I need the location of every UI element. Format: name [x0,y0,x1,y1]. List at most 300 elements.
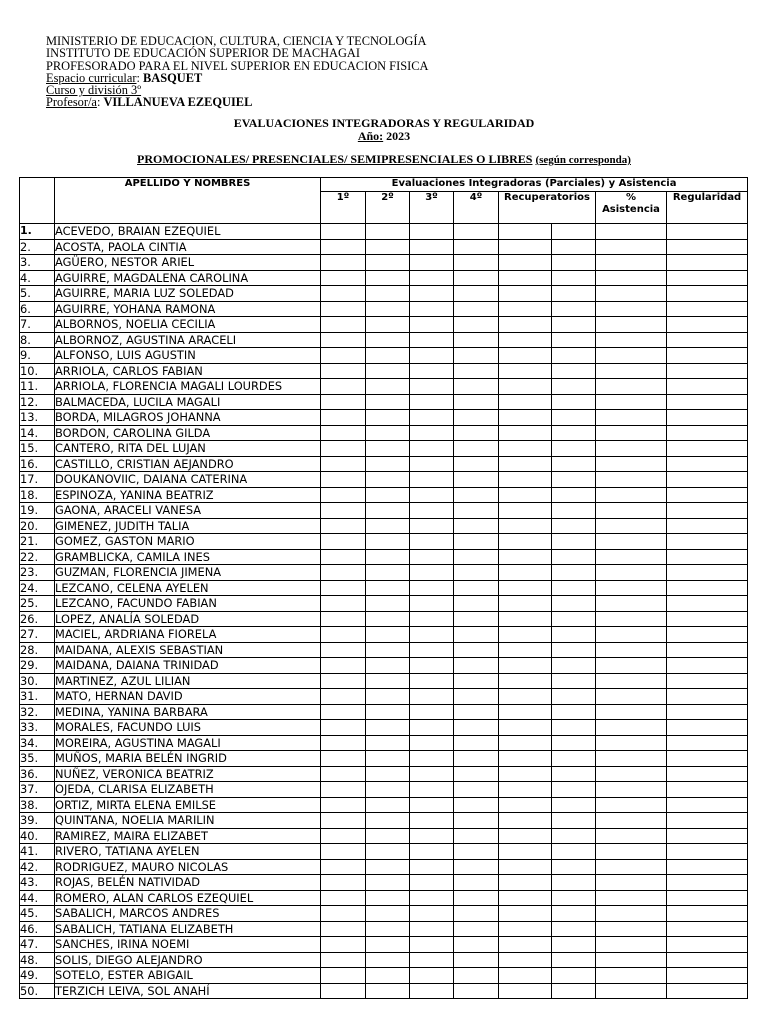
recuperatorio-1-cell [499,720,552,736]
row-number: 45. [20,906,55,922]
regularidad-cell [667,937,748,953]
grade-2-cell [366,534,410,550]
grade-2-cell [366,673,410,689]
table-row [20,363,748,379]
recuperatorio-2-cell [552,952,596,968]
grade-2-cell [366,766,410,782]
recuperatorio-1-cell [499,332,552,348]
row-number: 35. [20,751,55,767]
recuperatorio-1-cell [499,844,552,860]
grade-3-cell [410,968,454,984]
row-number: 31. [20,689,55,705]
espacio-curricular-line: Espacio curricular: BASQUET [46,70,203,85]
recuperatorio-2-cell [552,813,596,829]
regularidad-cell [667,890,748,906]
grade-3-cell [410,611,454,627]
table-row [20,766,748,782]
regularidad-cell [667,394,748,410]
asistencia-cell [596,921,667,937]
grade-4-cell [454,611,499,627]
grade-2-cell [366,286,410,302]
asistencia-cell [596,720,667,736]
grade-1-cell [321,983,366,999]
student-name: AGUIRRE, MARIA LUZ SOLEDAD [55,286,321,302]
table-row [20,487,748,503]
grade-2-cell [366,441,410,457]
student-name: LEZCANO, FACUNDO FABIAN [55,596,321,612]
student-name: ARRIOLA, CARLOS FABIAN [55,363,321,379]
grade-2-cell [366,224,410,240]
asistencia-cell [596,952,667,968]
grade-1-cell [321,658,366,674]
table-row [20,394,748,410]
asistencia-pct: % [625,192,637,203]
table-row [20,580,748,596]
grade-4-cell [454,937,499,953]
regularidad-cell [667,906,748,922]
regularidad-cell [667,704,748,720]
recuperatorio-1-cell [499,239,552,255]
grade-3-cell [410,317,454,333]
grade-1-cell [321,952,366,968]
recuperatorio-2-cell [552,410,596,426]
regularidad-cell [667,472,748,488]
asistencia-cell [596,580,667,596]
recuperatorio-2-cell [552,565,596,581]
grade-3-cell [410,921,454,937]
recuperatorio-1-cell [499,751,552,767]
recuperatorio-1-cell [499,921,552,937]
asistencia-cell [596,704,667,720]
grade-1-cell [321,890,366,906]
grade-2-cell [366,704,410,720]
recuperatorio-1-cell [499,766,552,782]
recuperatorio-2-cell [552,518,596,534]
row-number: 10. [20,363,55,379]
recuperatorio-2-cell [552,937,596,953]
grade-3-cell [410,704,454,720]
table-row [20,348,748,364]
asistencia-cell [596,627,667,643]
student-name: MARTINEZ, AZUL LILIAN [55,673,321,689]
grade-2-cell [366,952,410,968]
student-name: MAIDANA, DAIANA TRINIDAD [55,658,321,674]
recuperatorio-1-cell [499,301,552,317]
recuperatorio-2-cell [552,286,596,302]
grade-3-cell [410,596,454,612]
student-name: GRAMBLICKA, CAMILA INES [55,549,321,565]
regularidad-cell [667,596,748,612]
student-name: MATO, HERNAN DAVID [55,689,321,705]
recuperatorio-1-cell [499,363,552,379]
table-row [20,425,748,441]
espacio-value: BASQUET [143,70,203,85]
grade-4-cell [454,844,499,860]
grade-4-cell [454,503,499,519]
recuperatorio-1-cell [499,503,552,519]
grade-2-cell [366,828,410,844]
grade-1-cell [321,348,366,364]
row-number: 26. [20,611,55,627]
student-name: CANTERO, RITA DEL LUJAN [55,441,321,457]
grade-4-cell [454,580,499,596]
grade-4-cell [454,704,499,720]
recuperatorio-2-cell [552,472,596,488]
row-number: 18. [20,487,55,503]
asistencia-cell [596,983,667,999]
grade-4-cell [454,828,499,844]
student-name: BORDON, CAROLINA GILDA [55,425,321,441]
table-row [20,596,748,612]
student-name: AGÜERO, NESTOR ARIEL [55,255,321,271]
row-number: 47. [20,937,55,953]
regularidad-cell [667,797,748,813]
recuperatorio-1-cell [499,937,552,953]
partial-1-header: 1º [321,192,366,224]
grade-3-cell [410,363,454,379]
recuperatorio-1-cell [499,410,552,426]
row-number: 25. [20,596,55,612]
table-row [20,549,748,565]
asistencia-cell [596,828,667,844]
asistencia-cell [596,270,667,286]
grade-2-cell [366,642,410,658]
asistencia-cell [596,224,667,240]
asistencia-cell [596,425,667,441]
table-row [20,689,748,705]
grade-1-cell [321,906,366,922]
grade-4-cell [454,642,499,658]
recuperatorio-2-cell [552,596,596,612]
student-name: DOUKANOVIIC, DAIANA CATERINA [55,472,321,488]
program-line: PROFESORADO PARA EL NIVEL SUPERIOR EN EDUCACION FISICA [46,58,429,73]
grade-1-cell [321,394,366,410]
table-row [20,658,748,674]
grade-1-cell [321,503,366,519]
asistencia-cell [596,255,667,271]
regularidad-cell [667,968,748,984]
grade-4-cell [454,983,499,999]
row-number: 28. [20,642,55,658]
regularidad-cell [667,720,748,736]
recuperatorio-2-cell [552,642,596,658]
row-number: 30. [20,673,55,689]
recuperatorio-2-cell [552,580,596,596]
asistencia-cell [596,394,667,410]
grade-4-cell [454,518,499,534]
asistencia-cell [596,565,667,581]
student-name: SOTELO, ESTER ABIGAIL [55,968,321,984]
student-name: MAIDANA, ALEXIS SEBASTIAN [55,642,321,658]
asistencia-cell [596,813,667,829]
recuperatorio-1-cell [499,968,552,984]
grade-1-cell [321,735,366,751]
main-title-text: EVALUACIONES INTEGRADORAS Y REGULARIDAD [233,116,535,130]
asistencia-cell [596,735,667,751]
grade-1-cell [321,534,366,550]
recuperatorio-1-cell [499,782,552,798]
grade-1-cell [321,363,366,379]
grade-2-cell [366,363,410,379]
grade-2-cell [366,239,410,255]
evaluations-group-header: Evaluaciones Integradoras (Parciales) y Asistencia [321,178,748,192]
asistencia-cell [596,332,667,348]
recuperatorio-2-cell [552,549,596,565]
row-number: 48. [20,952,55,968]
grade-2-cell [366,782,410,798]
recuperatorio-2-cell [552,255,596,271]
regularidad-cell [667,580,748,596]
table-row [20,859,748,875]
recuperatorio-1-cell [499,286,552,302]
grade-3-cell [410,255,454,271]
grade-3-cell [410,983,454,999]
recuperatorio-2-cell [552,735,596,751]
recuperatorio-1-cell [499,472,552,488]
student-name: AGUIRRE, MAGDALENA CAROLINA [55,270,321,286]
regularidad-cell [667,410,748,426]
recuperatorio-2-cell [552,456,596,472]
table-row [20,952,748,968]
grade-2-cell [366,348,410,364]
asistencia-cell [596,410,667,426]
grade-2-cell [366,859,410,875]
grade-3-cell [410,301,454,317]
document-header [46,35,428,109]
grade-1-cell [321,549,366,565]
grade-3-cell [410,348,454,364]
row-number: 12. [20,394,55,410]
row-number: 43. [20,875,55,891]
row-number: 49. [20,968,55,984]
student-name: MACIEL, ARDRIANA FIORELA [55,627,321,643]
row-number: 40. [20,828,55,844]
grade-1-cell [321,828,366,844]
recuperatorio-2-cell [552,534,596,550]
regularidad-cell [667,270,748,286]
table-row [20,332,748,348]
table-row [20,797,748,813]
row-number: 15. [20,441,55,457]
grade-2-cell [366,410,410,426]
grade-3-cell [410,441,454,457]
grade-1-cell [321,611,366,627]
table-row [20,828,748,844]
recuperatorio-1-cell [499,596,552,612]
table-row [20,735,748,751]
grade-3-cell [410,797,454,813]
grade-4-cell [454,735,499,751]
recuperatorio-1-cell [499,673,552,689]
asistencia-cell [596,348,667,364]
grade-4-cell [454,782,499,798]
student-name: OJEDA, CLARISA ELIZABETH [55,782,321,798]
recuperatorio-2-cell [552,332,596,348]
grade-3-cell [410,689,454,705]
student-name: ESPINOZA, YANINA BEATRIZ [55,487,321,503]
table-row [20,270,748,286]
recuperatorio-1-cell [499,890,552,906]
table-row [20,534,748,550]
recuperatorio-1-cell [499,983,552,999]
asistencia-cell [596,751,667,767]
recuperatorio-2-cell [552,689,596,705]
student-name: MORALES, FACUNDO LUIS [55,720,321,736]
table-row [20,813,748,829]
grade-2-cell [366,983,410,999]
table-row [20,410,748,426]
grade-2-cell [366,937,410,953]
grade-4-cell [454,270,499,286]
asistencia-cell [596,673,667,689]
student-name: GIMENEZ, JUDITH TALIA [55,518,321,534]
table-row [20,751,748,767]
regularidad-cell [667,642,748,658]
asistencia-cell [596,766,667,782]
grade-1-cell [321,425,366,441]
grade-3-cell [410,425,454,441]
regularidad-cell [667,983,748,999]
grade-4-cell [454,921,499,937]
grade-4-cell [454,332,499,348]
grade-3-cell [410,487,454,503]
year-value: 2023 [386,129,411,143]
asistencia-cell [596,379,667,395]
regularidad-cell [667,224,748,240]
student-name: TERZICH LEIVA, SOL ANAHÍ [55,983,321,999]
grade-2-cell [366,255,410,271]
table-row [20,286,748,302]
row-number: 33. [20,720,55,736]
recuperatorio-1-cell [499,797,552,813]
recuperatorio-1-cell [499,317,552,333]
grade-4-cell [454,766,499,782]
names-header: APELLIDO Y NOMBRES [55,178,321,224]
regularidad-cell [667,487,748,503]
profesor-label: Profesor/a [46,95,97,110]
asistencia-cell [596,642,667,658]
curso-label: Curso y división 3º [46,83,142,98]
grade-3-cell [410,518,454,534]
row-number: 46. [20,921,55,937]
row-number: 11. [20,379,55,395]
grade-3-cell [410,937,454,953]
grade-2-cell [366,425,410,441]
row-number: 42. [20,859,55,875]
recuperatorio-2-cell [552,828,596,844]
table-row [20,301,748,317]
grade-2-cell [366,906,410,922]
recuperatorio-2-cell [552,239,596,255]
recuperatorio-1-cell [499,689,552,705]
grade-4-cell [454,968,499,984]
grade-1-cell [321,720,366,736]
table-row [20,441,748,457]
recuperatorio-2-cell [552,627,596,643]
grade-4-cell [454,658,499,674]
asistencia-cell [596,472,667,488]
student-name: NUÑEZ, VERONICA BEATRIZ [55,766,321,782]
row-number: 36. [20,766,55,782]
recuperatorio-2-cell [552,394,596,410]
row-number: 17. [20,472,55,488]
student-name: ROJAS, BELÉN NATIVIDAD [55,875,321,891]
asistencia-cell [596,875,667,891]
recuperatorio-1-cell [499,658,552,674]
grade-2-cell [366,797,410,813]
row-number: 38. [20,797,55,813]
recuperatorio-1-cell [499,549,552,565]
table-row [20,983,748,999]
table-row [20,968,748,984]
row-number: 7. [20,317,55,333]
grade-1-cell [321,472,366,488]
asistencia-cell [596,596,667,612]
recuperatorio-1-cell [499,534,552,550]
row-number: 23. [20,565,55,581]
asistencia-header [596,192,667,224]
grade-3-cell [410,658,454,674]
recuperatorio-1-cell [499,611,552,627]
grade-1-cell [321,379,366,395]
grade-4-cell [454,859,499,875]
grade-3-cell [410,844,454,860]
grade-1-cell [321,596,366,612]
regularidad-cell [667,441,748,457]
student-name: GUZMAN, FLORENCIA JIMENA [55,565,321,581]
regularidad-header: Regularidad [667,192,748,224]
recuperatorio-1-cell [499,456,552,472]
partial-4-header: 4º [454,192,499,224]
asistencia-cell [596,317,667,333]
grade-1-cell [321,317,366,333]
table-row [20,704,748,720]
grade-1-cell [321,968,366,984]
grade-2-cell [366,627,410,643]
recuperatorio-1-cell [499,828,552,844]
regularidad-cell [667,844,748,860]
regularidad-cell [667,735,748,751]
grade-4-cell [454,425,499,441]
recuperatorio-1-cell [499,441,552,457]
grade-4-cell [454,596,499,612]
grade-3-cell [410,224,454,240]
grade-4-cell [454,627,499,643]
recuperatorio-2-cell [552,425,596,441]
asistencia-cell [596,534,667,550]
student-name: ACEVEDO, BRAIAN EZEQUIEL [55,224,321,240]
grade-3-cell [410,472,454,488]
grade-2-cell [366,565,410,581]
grade-4-cell [454,875,499,891]
grade-1-cell [321,301,366,317]
row-number: 8. [20,332,55,348]
row-number: 3. [20,255,55,271]
grade-1-cell [321,270,366,286]
regularidad-cell [667,301,748,317]
recuperatorio-1-cell [499,255,552,271]
grade-4-cell [454,456,499,472]
grade-4-cell [454,394,499,410]
table-row [20,673,748,689]
grade-3-cell [410,549,454,565]
student-name: SOLIS, DIEGO ALEJANDRO [55,952,321,968]
regularidad-cell [667,673,748,689]
grade-3-cell [410,906,454,922]
recuperatorio-2-cell [552,441,596,457]
table-row [20,890,748,906]
grade-3-cell [410,239,454,255]
